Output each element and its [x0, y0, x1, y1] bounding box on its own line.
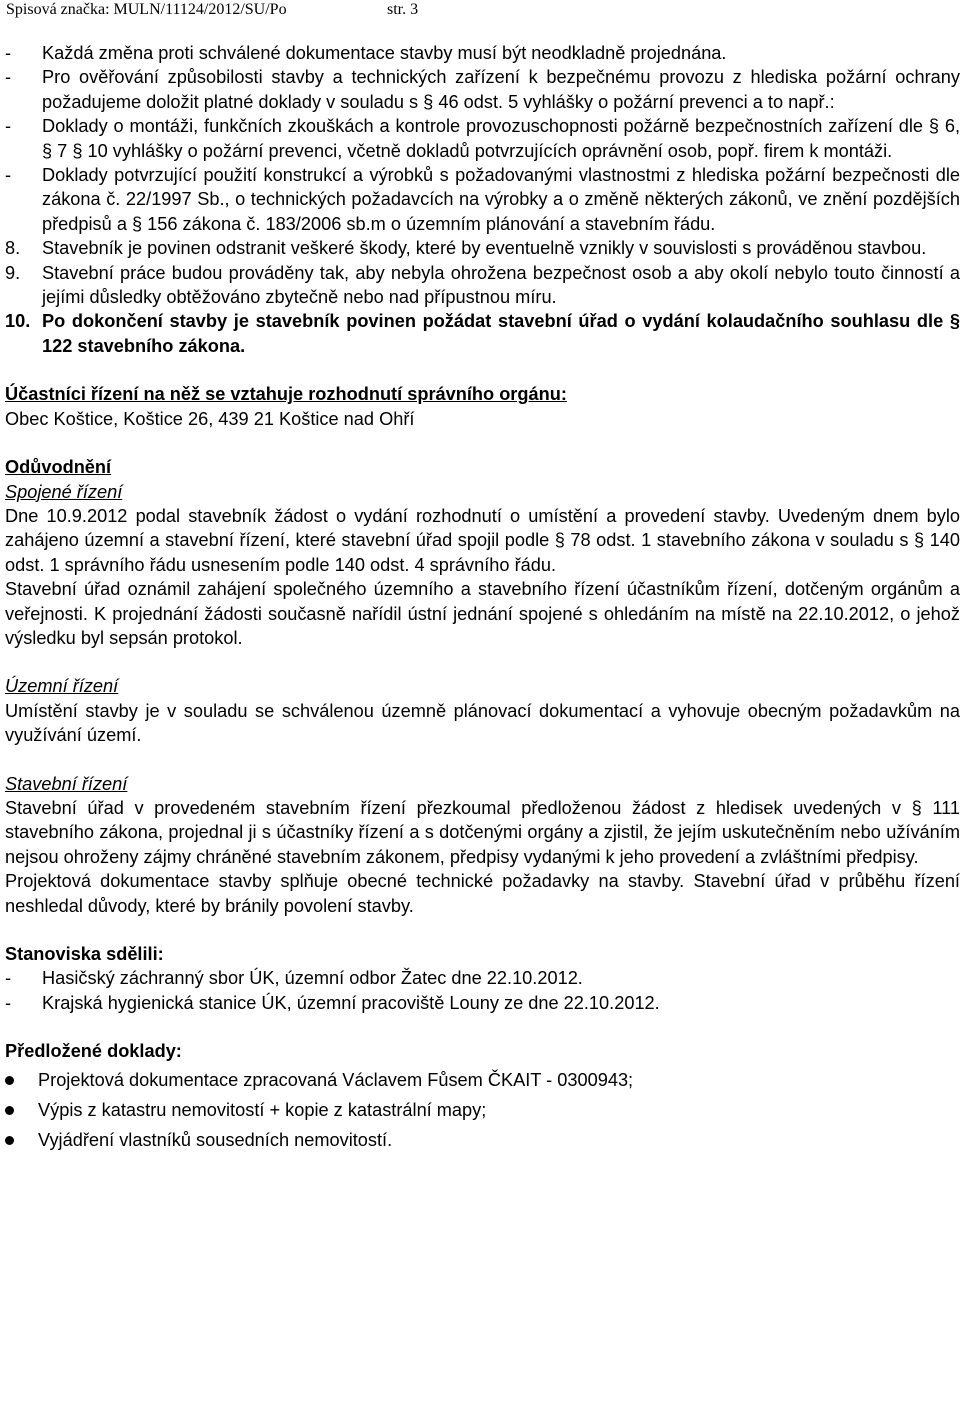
numbered-condition [5, 309, 960, 358]
participants-heading: Účastníci řízení na něž se vztahuje rozhodnutí správního orgánu: [5, 384, 567, 405]
list-item [5, 163, 960, 236]
building-proceedings-paragraph: Stavební úřad v provedeném stavebním řízení přezkoumal předloženou žádost z hledisek uvedených v § 111 stavebního zákona, projednal ji s účastníky řízení a s dotčenými orgány a zjistil, že jejím uskutečněním nebo užíváním nejsou ohroženy zájmy chráněné stavebním zákonem, předpisy vydanými k jeho provedení a zvláštními předpisy. [5, 797, 960, 867]
list-item-text: Doklady potvrzující použití konstrukcí a výrobků s požadovanými vlastnostmi z hlediska požární bezpečnosti dle zákona č. 22/1997 Sb., o technických požadavcích na výrobky a o změně některých zákonů, ve znění pozdějších předpisů a § 156 zákona č. 183/2006 sb.m o územním plánování a stavebním řádu. [42, 165, 960, 234]
participants-text: Obec Koštice, Koštice 26, 439 21 Koštice nad Ohří [5, 408, 415, 429]
dash-marker: - [5, 43, 12, 63]
opinion-text: Hasičský záchranný sbor ÚK, územní odbor Žatec dne 22.10.2012. [42, 968, 583, 989]
document-item [5, 1128, 960, 1152]
bullet-icon [5, 1106, 14, 1115]
list-item [5, 65, 960, 114]
joint-proceedings-paragraph: Stavební úřad oznámil zahájení společného územního a stavebního řízení účastníkům řízení, dotčeným orgánům a veřejnosti. K projednání žádosti současně nařídil ústní jednání spojené s ohledáním na místě na 22.10.2012, o jehož výsledku byl sepsán protokol. [5, 579, 960, 648]
document-item [5, 1068, 960, 1092]
document-item [5, 1098, 960, 1122]
joint-proceedings-heading: Spojené řízení [5, 481, 123, 502]
opinion-text: Krajská hygienická stanice ÚK, územní pracoviště Louny ze dne 22.10.2012. [42, 992, 660, 1013]
list-item-text: Pro ověřování způsobilosti stavby a technických zařízení k bezpečnému provozu z hlediska požární ochrany požadujeme doložit platné doklady v souladu s § 46 odst. 5 vyhlášky o požární prevenci a to např.: [42, 67, 960, 112]
bullet-icon [5, 1076, 14, 1085]
documents-heading: Předložené doklady: [5, 1041, 182, 1062]
page-number: str. 3 [387, 1, 419, 18]
condition-text: Po dokončení stavby je stavebník povinen požádat stavební úřad o vydání kolaudačního souhlasu dle § 122 stavebního zákona. [42, 311, 960, 356]
dash-marker: - [5, 116, 12, 137]
building-proceedings-heading: Stavební řízení [5, 773, 128, 794]
list-item-text: Každá změna proti schválené dokumentace stavby musí být neodkladně projednána. [42, 43, 727, 63]
dash-marker: - [5, 165, 12, 186]
zoning-proceedings-paragraph: Umístění stavby je v souladu se schválenou územně plánovací dokumentací a vyhovuje obecným požadavkům na využívání území. [5, 700, 960, 746]
condition-number: 8. [5, 238, 21, 259]
list-item [5, 114, 960, 163]
condition-text: Stavebník je povinen odstranit veškeré škody, které by eventuelně vznikly v souvislosti s prováděnou stavbou. [42, 238, 927, 259]
dash-marker: - [5, 67, 12, 88]
zoning-proceedings-heading: Územní řízení [5, 676, 119, 697]
condition-text: Stavební práce budou prováděny tak, aby nebyla ohrožena bezpečnost osob a aby okolí nebylo touto činností a jejími důsledky obtěžováno zbytečně nebo nad přípustnou míru. [42, 262, 960, 308]
numbered-condition [5, 236, 960, 260]
joint-proceedings-paragraph: Dne 10.9.2012 podal stavebník žádost o vydání rozhodnutí o umístění a provedení stavby. Uvedeným dnem bylo zahájeno územní a stavební řízení, které stavební úřad spojil podle § 78 odst. 1 stavebního zákona v souladu s § 140 odst. 1 správního řádu usnesením podle 140 odst. 4 správního řádu. [5, 505, 960, 575]
file-reference: Spisová značka: MULN/11124/2012/SU/Po [6, 1, 287, 18]
page-header [6, 0, 419, 22]
numbered-condition [5, 261, 960, 310]
building-proceedings-paragraph: Projektová dokumentace stavby splňuje obecné technické požadavky na stavby. Stavební úřad v průběhu řízení neshledal důvody, které by bránily povolení stavby. [5, 871, 960, 916]
condition-number: 9. [5, 262, 21, 283]
condition-number: 10. [5, 311, 31, 332]
reasoning-heading: Odůvodnění [5, 457, 112, 478]
document-text: Projektová dokumentace zpracovaná Václavem Fůsem ČKAIT - 0300943; [38, 1069, 634, 1090]
list-item-text: Doklady o montáži, funkčních zkouškách a kontrole provozuschopnosti požárně bezpečnostních zařízení dle § 6, § 7 § 10 vyhlášky o požární prevenci, včetně dokladů potvrzujících oprávnění osob, popř. firem k montáži. [42, 116, 960, 161]
document-text: Vyjádření vlastníků sousedních nemovitostí. [38, 1130, 393, 1151]
opinion-item [5, 966, 960, 990]
opinion-item [5, 991, 960, 1015]
dash-marker: - [5, 968, 12, 989]
bullet-icon [5, 1136, 14, 1145]
dash-marker: - [5, 992, 12, 1013]
list-item [5, 41, 960, 65]
document-body [5, 41, 960, 1153]
document-text: Výpis z katastru nemovitostí + kopie z katastrální mapy; [38, 1100, 487, 1121]
opinions-heading: Stanoviska sdělili: [5, 944, 164, 964]
